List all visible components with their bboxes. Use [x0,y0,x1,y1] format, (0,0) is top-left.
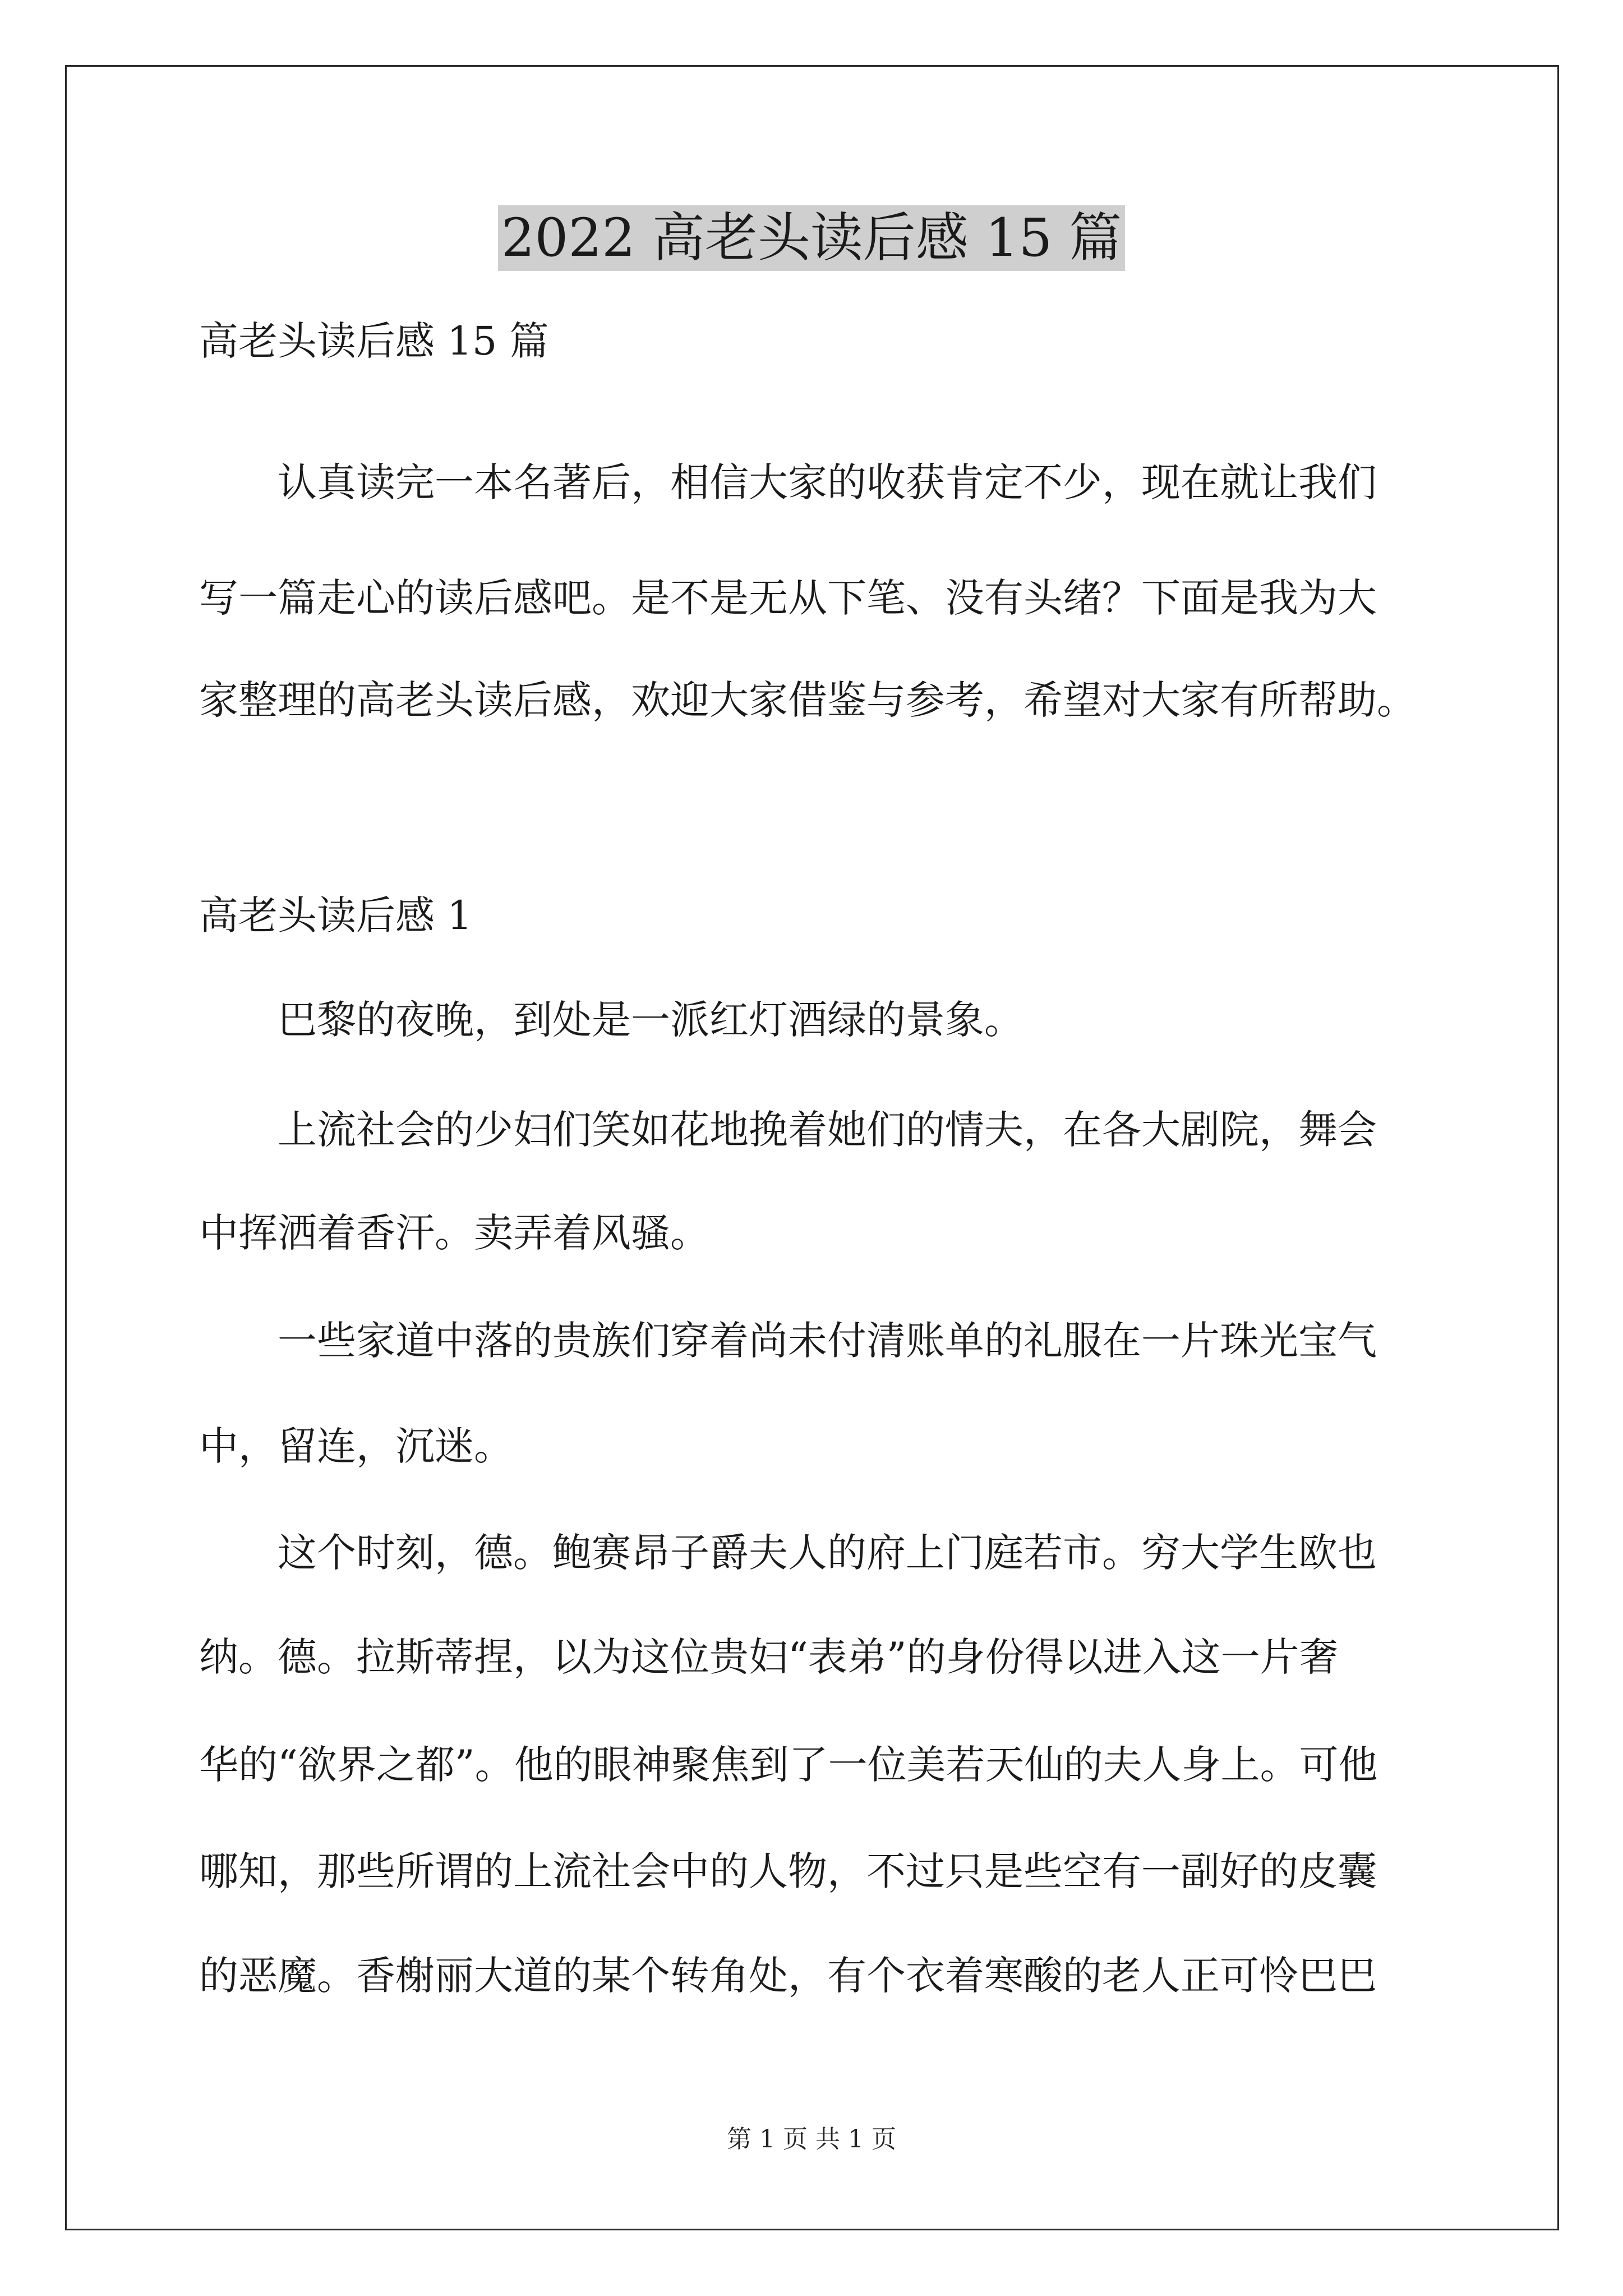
intro-line: 家整理的高老头读后感，欢迎大家借鉴与参考，希望对大家有所帮助。 [199,677,1416,723]
document-title [0,202,1623,275]
document-title-text: 2022 高老头读后感 15 篇 [498,205,1125,271]
document-subtitle: 高老头读后感 15 篇 [199,318,549,364]
body-line: 上流社会的少妇们笑如花地挽着她们的情夫，在各大剧院，舞会 [278,1107,1377,1153]
body-line: 这个时刻，德。鲍赛昂子爵夫人的府上门庭若市。穷大学生欧也 [278,1530,1377,1576]
body-line: 哪知，那些所谓的上流社会中的人物，不过只是些空有一副好的皮囊 [199,1848,1377,1894]
section-heading: 高老头读后感 1 [199,892,472,938]
body-line: 华的“欲界之都”。他的眼神聚焦到了一位美若天仙的夫人身上。可他 [199,1742,1378,1788]
body-line: 中，留连，沉迷。 [199,1423,513,1469]
body-line: 纳。德。拉斯蒂捏，以为这位贵妇“表弟”的身份得以进入这一片奢 [199,1634,1339,1680]
intro-line: 写一篇走心的读后感吧。是不是无从下笔、没有头绪？下面是我为大 [199,575,1377,621]
body-line: 中挥洒着香汗。卖弄着风骚。 [199,1210,709,1256]
body-line: 巴黎的夜晚，到处是一派红灯酒绿的景象。 [278,997,1023,1043]
intro-line: 认真读完一本名著后，相信大家的收获肯定不少，现在就让我们 [278,459,1377,505]
body-line: 一些家道中落的贵族们穿着尚未付清账单的礼服在一片珠光宝气 [278,1318,1377,1364]
page-footer: 第 1 页 共 1 页 [727,2125,896,2154]
body-line: 的恶魔。香榭丽大道的某个转角处，有个衣着寒酸的老人正可怜巴巴 [199,1953,1377,1999]
